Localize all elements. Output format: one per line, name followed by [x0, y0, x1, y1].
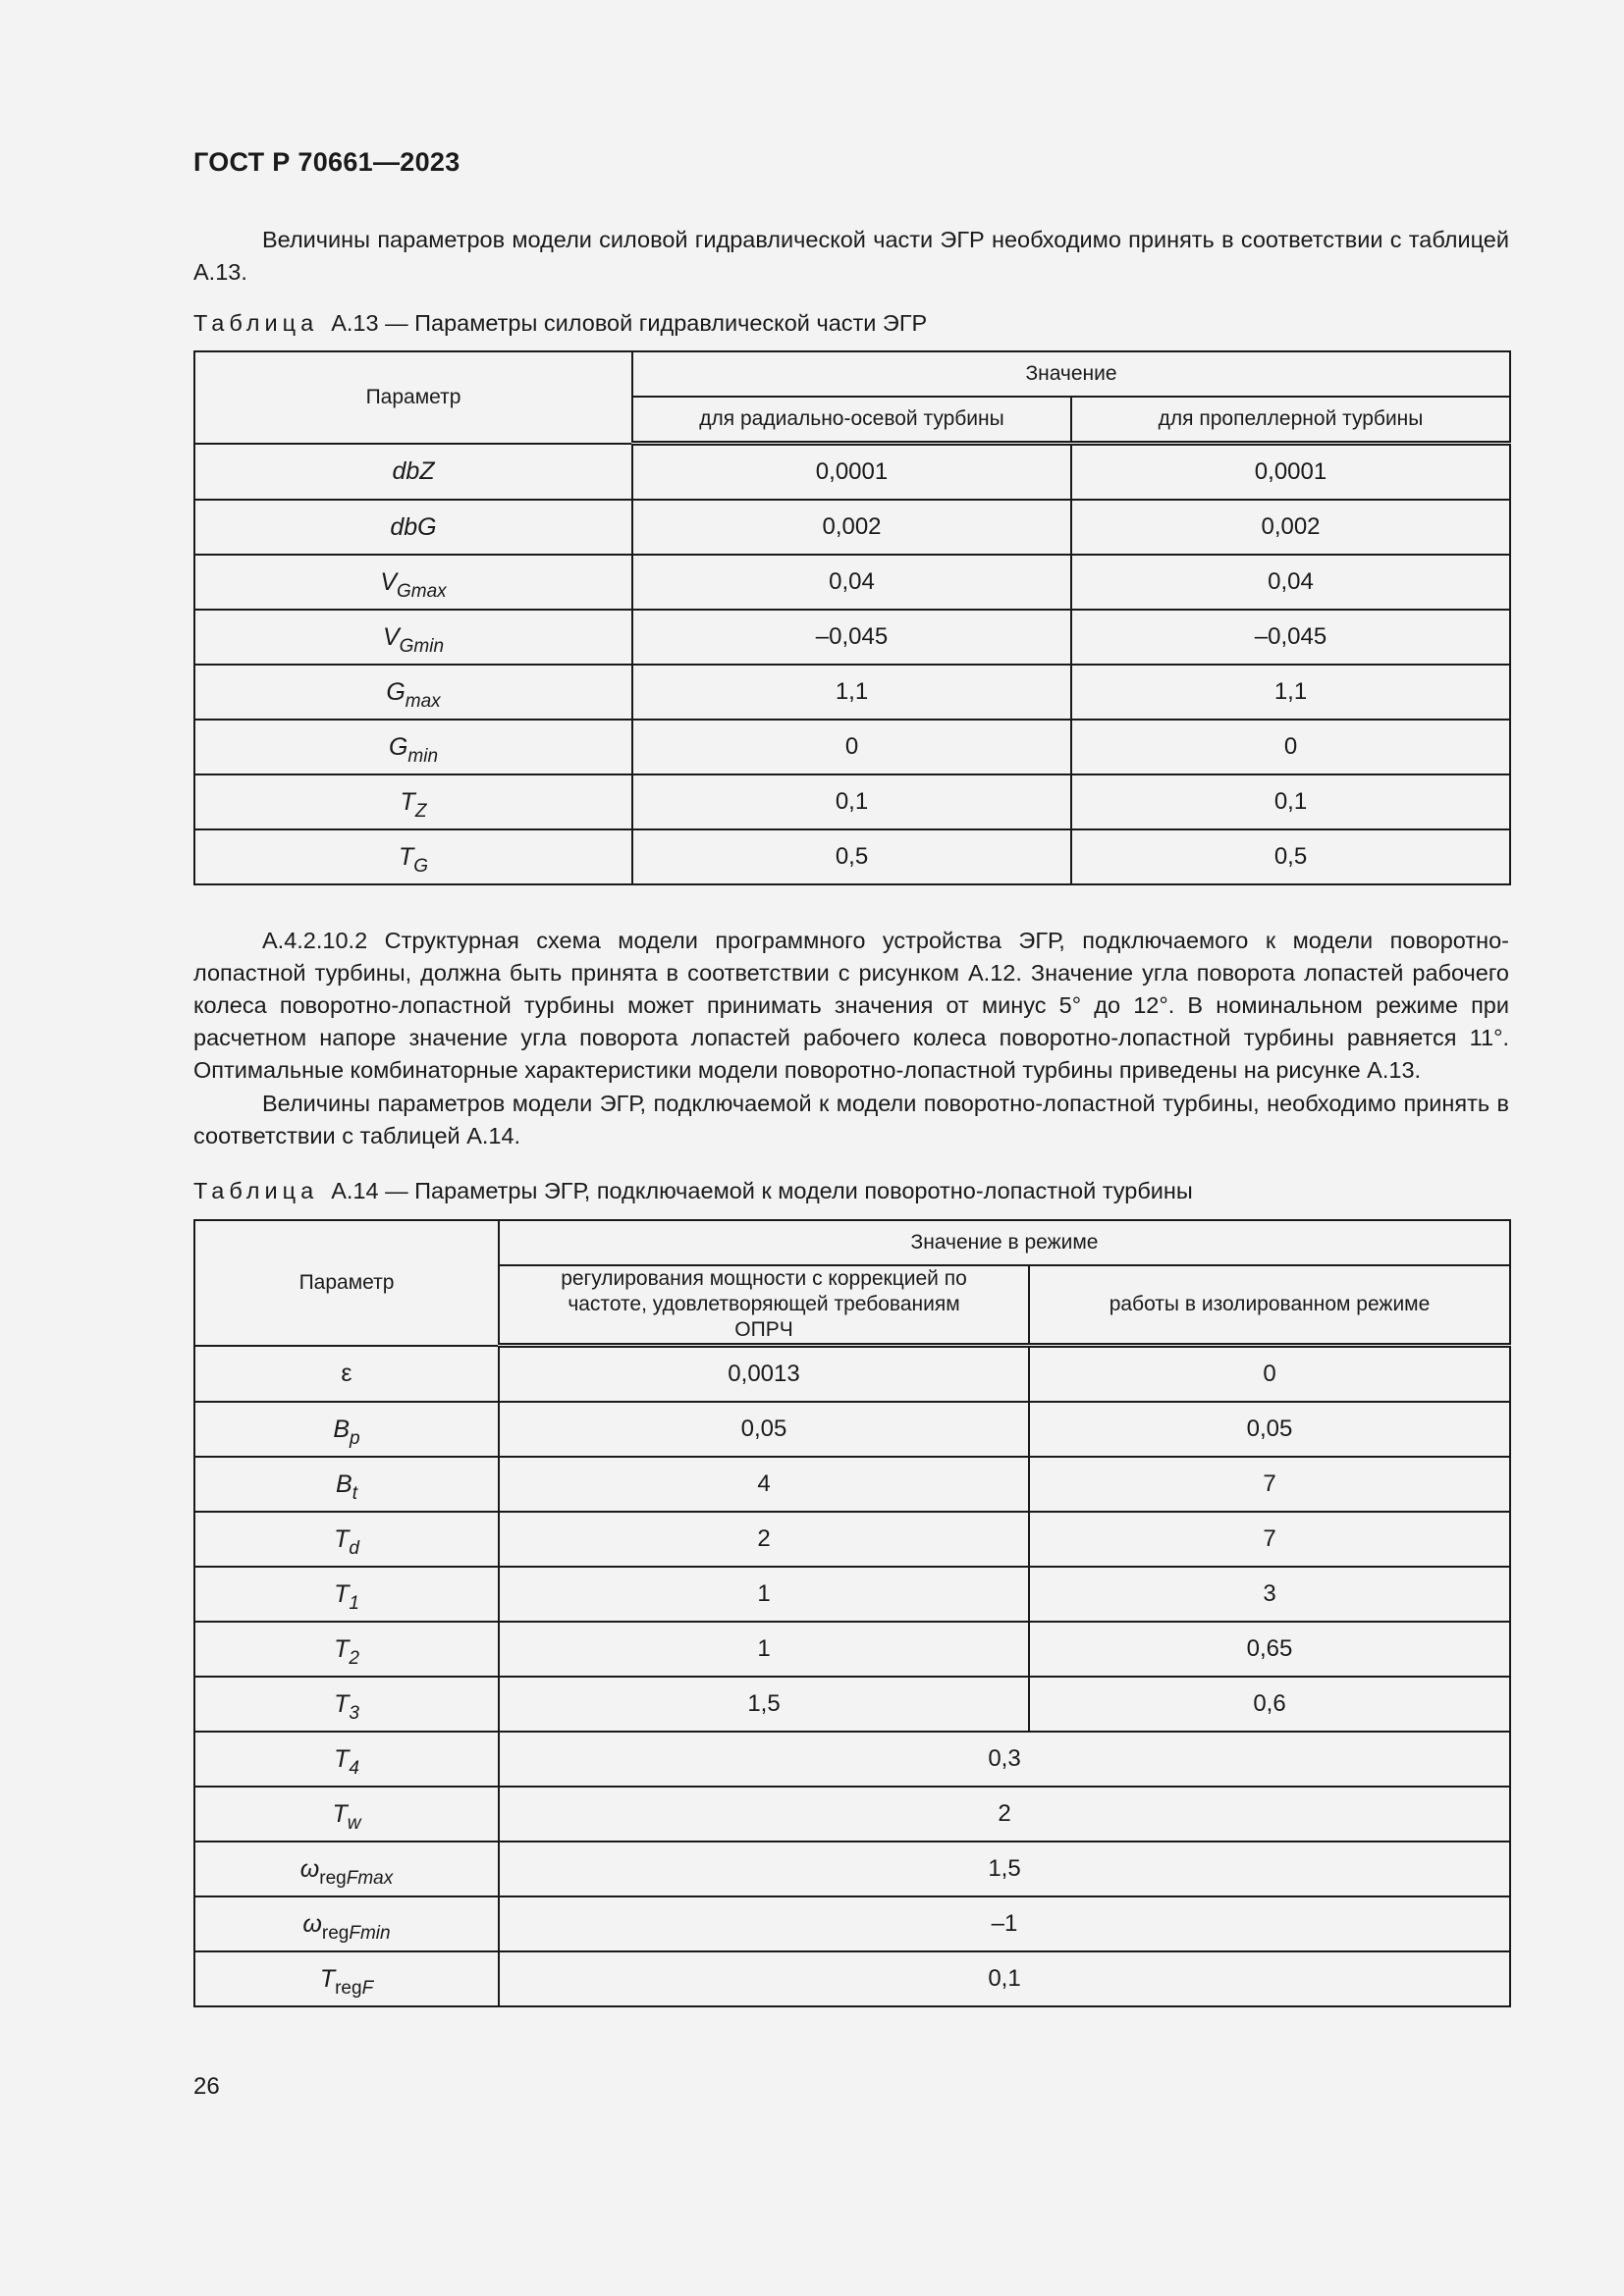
table-row: [194, 1457, 1510, 1512]
paragraph-3: [193, 1088, 1509, 1152]
param-subscript: max: [405, 690, 441, 712]
table-row: [194, 444, 1510, 501]
param-subscript: 4: [349, 1757, 359, 1779]
param-subscript-italic: F: [361, 1977, 374, 1999]
value-cell: 2: [499, 1787, 1510, 1842]
intro-paragraph-text: Величины параметров модели силовой гидравлической части ЭГР необходимо принять в соответствии с таблицей А.13.: [193, 227, 1509, 285]
param-symbol-cell: [194, 829, 632, 884]
value-cell: 0,0001: [632, 444, 1071, 501]
value-cell: 1: [499, 1622, 1029, 1677]
table-row: [194, 1787, 1510, 1842]
param-symbol-cell: [194, 1622, 499, 1677]
value-cell: 0,04: [1071, 555, 1510, 610]
table-row: [194, 1732, 1510, 1787]
param-symbol-cell: [194, 610, 632, 665]
param-symbol: ε: [341, 1359, 352, 1387]
param-subscript: t: [352, 1482, 357, 1504]
param-subscript-reg: reg: [319, 1867, 347, 1889]
param-symbol-cell: [194, 774, 632, 829]
table14-caption-prefix: Таблица: [193, 1178, 319, 1203]
table14-header-col2: работы в изолированном режиме: [1029, 1265, 1510, 1346]
param-subscript-reg: reg: [335, 1977, 362, 1999]
value-cell: 7: [1029, 1512, 1510, 1567]
table-row: [194, 1951, 1510, 2006]
table14-header-col1: регулирования мощности с коррекцией по частоте, удовлетворяющей требованиям ОПРЧ: [499, 1265, 1029, 1346]
value-cell: 7: [1029, 1457, 1510, 1512]
param-subscript-italic: Fmin: [349, 1922, 391, 1944]
param-symbol: dbG: [390, 512, 437, 541]
table-row: [194, 829, 1510, 884]
value-cell: 0,1: [1071, 774, 1510, 829]
param-subscript: p: [350, 1427, 360, 1449]
table-row: [194, 1622, 1510, 1677]
table-row: [194, 720, 1510, 774]
paragraph-a4-2-10-2: [193, 925, 1509, 1087]
value-cell: 1: [499, 1567, 1029, 1622]
table14-caption-text: А.14 — Параметры ЭГР, подключаемой к модели поворотно-лопастной турбины: [331, 1178, 1193, 1203]
param-subscript: 1: [349, 1592, 359, 1614]
value-cell: 2: [499, 1512, 1029, 1567]
table14-header-param: Параметр: [194, 1220, 499, 1346]
value-cell: 0,0001: [1071, 444, 1510, 501]
param-symbol-cell: [194, 1512, 499, 1567]
param-symbol: T: [319, 1964, 336, 1993]
param-subscript: min: [407, 745, 439, 767]
table-row: [194, 774, 1510, 829]
value-cell: 0,3: [499, 1732, 1510, 1787]
paragraph-3-text: Величины параметров модели ЭГР, подключаемой к модели поворотно-лопастной турбины, необходимо принять в соответствии с таблицей А.14.: [193, 1091, 1509, 1148]
param-subscript: G: [413, 855, 429, 877]
param-symbol-cell: [194, 665, 632, 720]
table-row: [194, 1896, 1510, 1951]
param-subscript: d: [349, 1537, 359, 1559]
table13: [193, 350, 1511, 885]
param-symbol-cell: [194, 1896, 499, 1951]
param-symbol: T: [334, 1634, 350, 1663]
param-symbol-cell: [194, 1457, 499, 1512]
value-cell: 1,1: [1071, 665, 1510, 720]
param-subscript-reg: reg: [321, 1922, 350, 1944]
table14-header-value: Значение в режиме: [499, 1220, 1510, 1265]
table14-caption: [193, 1176, 1193, 1205]
param-symbol: T: [334, 1689, 350, 1718]
param-subscript: Z: [414, 800, 427, 822]
table13-caption-prefix: Таблица: [193, 310, 319, 336]
table-row: [194, 1677, 1510, 1732]
value-cell: 4: [499, 1457, 1029, 1512]
param-symbol-cell: [194, 1842, 499, 1896]
param-symbol-cell: [194, 1346, 499, 1403]
intro-paragraph: [193, 224, 1509, 289]
param-symbol: G: [388, 732, 408, 761]
param-symbol: B: [336, 1469, 352, 1498]
value-cell: 0,002: [632, 500, 1071, 555]
value-cell: 1,5: [499, 1677, 1029, 1732]
param-symbol: T: [398, 842, 414, 871]
table-row: [194, 555, 1510, 610]
value-cell: 0,1: [632, 774, 1071, 829]
param-subscript: 2: [349, 1647, 359, 1669]
table13-header-value: Значение: [632, 351, 1510, 397]
value-cell: –0,045: [632, 610, 1071, 665]
table-row: [194, 1402, 1510, 1457]
param-symbol-cell: [194, 1732, 499, 1787]
param-symbol-cell: [194, 1567, 499, 1622]
param-subscript: 3: [349, 1702, 359, 1724]
table-row: [194, 1512, 1510, 1567]
value-cell: 0: [1029, 1346, 1510, 1403]
param-subscript: [335, 1978, 373, 1999]
value-cell: 0,05: [1029, 1402, 1510, 1457]
param-subscript-italic: Fmax: [346, 1867, 394, 1889]
param-symbol: B: [333, 1415, 351, 1443]
value-cell: 3: [1029, 1567, 1510, 1622]
value-cell: 0,1: [499, 1951, 1510, 2006]
table13-caption: [193, 308, 927, 338]
value-cell: 0: [632, 720, 1071, 774]
param-symbol: T: [334, 1524, 350, 1553]
param-symbol-cell: [194, 555, 632, 610]
param-subscript: Gmax: [397, 580, 447, 602]
value-cell: –1: [499, 1896, 1510, 1951]
param-symbol-cell: [194, 1677, 499, 1732]
value-cell: 1,5: [499, 1842, 1510, 1896]
value-cell: 0,04: [632, 555, 1071, 610]
value-cell: 0,65: [1029, 1622, 1510, 1677]
param-symbol: T: [400, 787, 415, 816]
param-symbol-cell: [194, 500, 632, 555]
table14: [193, 1219, 1511, 2007]
table-row: [194, 1567, 1510, 1622]
param-symbol: V: [380, 567, 397, 596]
table13-caption-text: А.13 — Параметры силовой гидравлической части ЭГР: [331, 310, 928, 336]
param-symbol: ω: [302, 1909, 322, 1938]
param-symbol-cell: [194, 1787, 499, 1842]
value-cell: 0,0013: [499, 1346, 1029, 1403]
document-header: ГОСТ Р 70661—2023: [193, 147, 460, 177]
page-number: 26: [193, 2073, 220, 2100]
table13-header-col2: для пропеллерной турбины: [1071, 397, 1510, 444]
table13-header-col1: для радиально-осевой турбины: [632, 397, 1071, 444]
param-subscript: Gmin: [399, 635, 445, 657]
value-cell: 0,6: [1029, 1677, 1510, 1732]
param-symbol: T: [334, 1579, 350, 1608]
param-symbol-cell: [194, 444, 632, 501]
table-row: [194, 610, 1510, 665]
param-symbol: G: [386, 677, 406, 706]
table-row: [194, 1346, 1510, 1403]
table-row: [194, 665, 1510, 720]
param-symbol-cell: [194, 1951, 499, 2006]
value-cell: –0,045: [1071, 610, 1510, 665]
paragraph-2-text: А.4.2.10.2 Структурная схема модели программного устройства ЭГР, подключаемого к модели поворотно-лопастной турбины, должна быть принята в соответствии с рисунком А.12. Значение угла поворота лопастей рабочего колеса поворотно-лопастной турбины может принимать значения от минус 5° до 12°. В номинальном режиме при расчетном напоре значение угла поворота лопастей рабочего колеса поворотно-лопастной турбины равняется 11°. Оптимальные комбинаторные характеристики модели поворотно-лопастной турбины приведены на рисунке А.13.: [193, 928, 1509, 1083]
table-row: [194, 500, 1510, 555]
value-cell: 0,5: [1071, 829, 1510, 884]
param-symbol: V: [382, 622, 400, 651]
param-subscript: [319, 1868, 393, 1889]
table-row: [194, 1842, 1510, 1896]
param-subscript: [322, 1923, 391, 1944]
param-symbol-cell: [194, 1402, 499, 1457]
param-subscript: w: [347, 1812, 361, 1834]
value-cell: 0: [1071, 720, 1510, 774]
param-symbol-cell: [194, 720, 632, 774]
value-cell: 0,05: [499, 1402, 1029, 1457]
value-cell: 0,5: [632, 829, 1071, 884]
value-cell: 1,1: [632, 665, 1071, 720]
param-symbol: ω: [299, 1854, 320, 1883]
value-cell: 0,002: [1071, 500, 1510, 555]
param-symbol: T: [334, 1744, 350, 1773]
param-symbol: T: [332, 1799, 348, 1828]
param-symbol: dbZ: [392, 456, 435, 485]
table13-header-param: Параметр: [194, 351, 632, 444]
